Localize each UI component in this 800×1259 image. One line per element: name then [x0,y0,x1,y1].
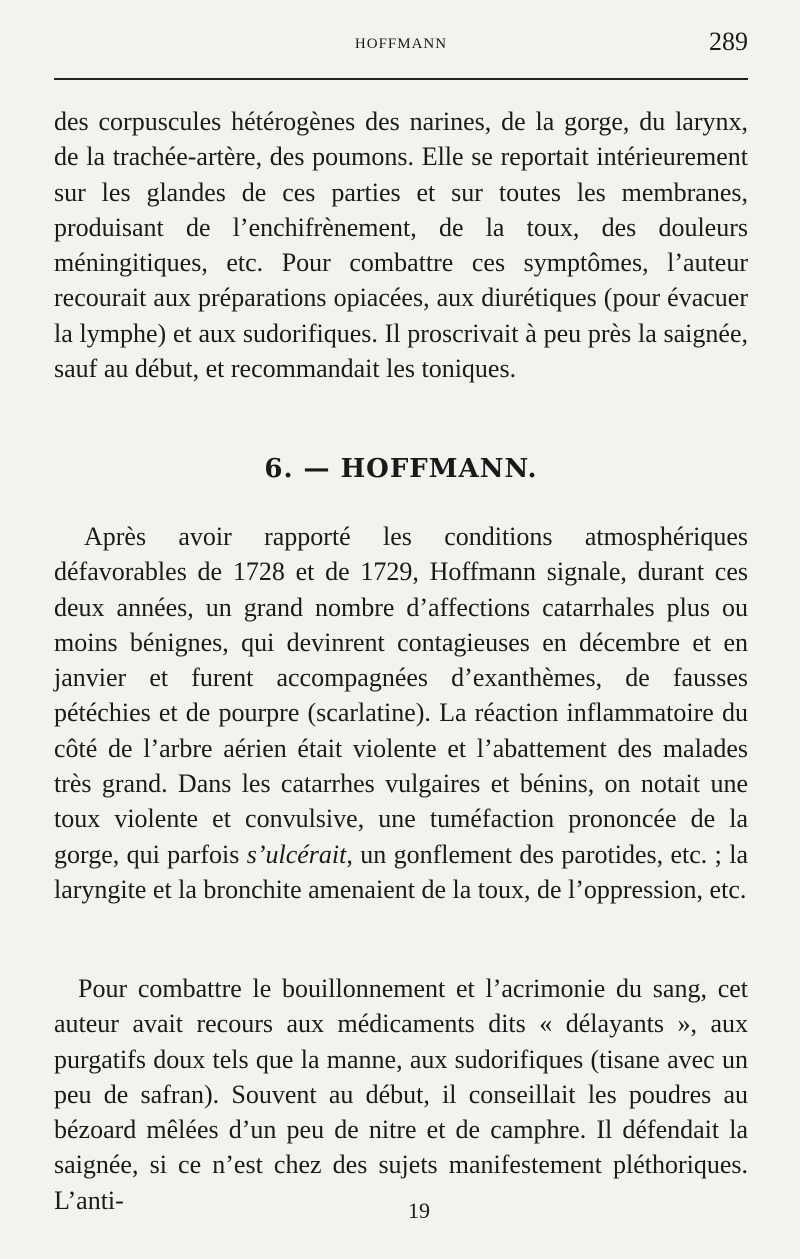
running-title: HOFFMANN [354,36,448,52]
signature-mark [54,1198,748,1224]
signature-number: 19 [408,1198,430,1223]
paragraph-text: , un gonflement des parotides, etc. ; la laryngite et la bronchite amenaient de la toux, de l’oppression, etc. [54,839,748,904]
page-number: 289 [709,27,748,56]
paragraph-text: Après avoir rapporté les conditions atmosphériques défavorables de 1728 et de 1729, Hoffmann signale, durant ces deux années, un grand nombre d’affections catarrhales plus ou moins bénignes, qui devinrent contagieuses en décembre et en janvier et furent accompagnées d’exanthèmes, de fausses pétéchies et de pourpre (scarlatine). La réaction inflammatoire du côté de l’arbre aérien était violente et l’abattement des malades très grand. Dans les catarrhes vulgaires et bénins, on notait une toux violente et convulsive, une tuméfaction prononcée de la gorge, qui parfois [54,522,748,869]
italic-term: s’ulcérait [246,839,347,869]
section-heading: 6. — HOFFMANN. [264,454,538,484]
paragraph-hoffmann-intro [54,519,748,907]
paragraph-treatment: Pour combattre le bouillonnement et l’acrimonie du sang, cet auteur avait recours aux médicaments dits « délayants », aux purgatifs doux tels que la manne, aux sudorifiques (tisane avec un peu de safran). Souvent au début, il conseillait les poudres au bézoard mêlées d’un peu de nitre et de camphre. Il défendait la saignée, si ce n’est chez des sujets manifestement pléthoriques. L’anti- [54,974,748,1215]
running-head [54,27,748,60]
header-rule [54,78,748,80]
paragraph-continuation: des corpuscules hétérogènes des narines, de la gorge, du larynx, de la trachée-artère, des poumons. Elle se reportait intérieurement sur les glandes de ces parties et sur toutes les membranes, produisant de l’enchifrènement, de la toux, des douleurs méningitiques, etc. Pour combattre ces symptômes, l’auteur recourait aux préparations opiacées, aux diurétiques (pour évacuer la lymphe) et aux sudorifiques. Il proscrivait à peu près la saignée, sauf au début, et recommandait les toniques. [54,107,748,384]
